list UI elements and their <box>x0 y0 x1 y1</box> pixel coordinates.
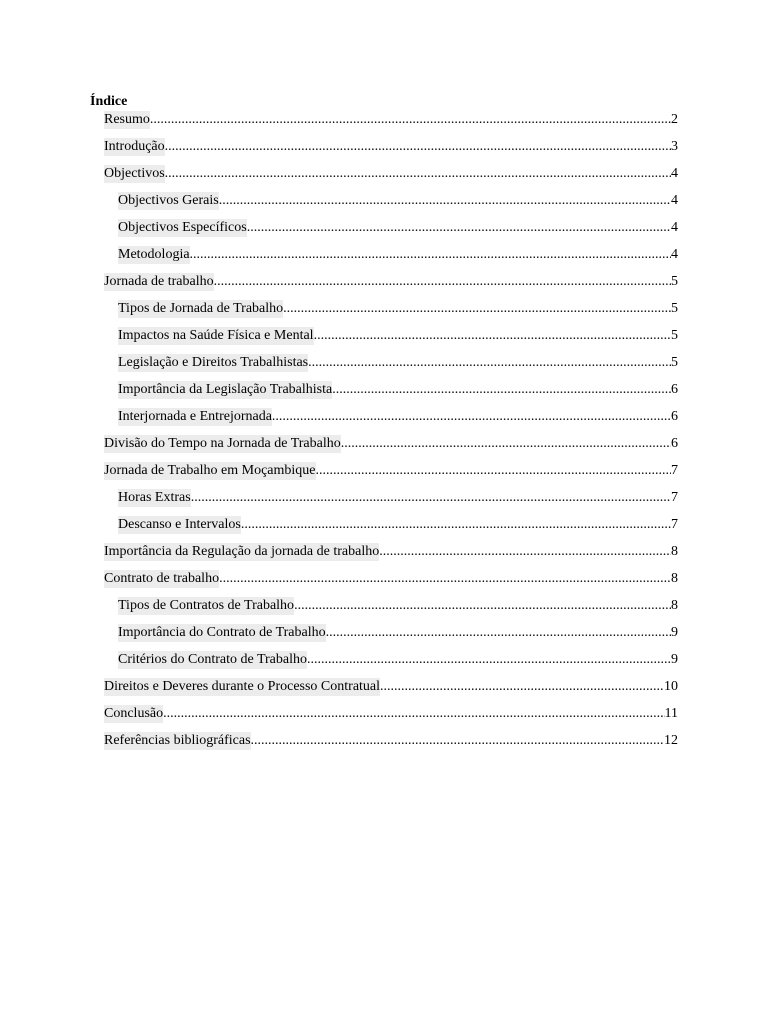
toc-entry-page-number: 3 <box>671 139 678 154</box>
toc-dot-leader <box>272 408 671 426</box>
toc-entry-page-number: 7 <box>671 517 678 532</box>
toc-entry-page-number: 10 <box>664 679 678 694</box>
toc-dot-leader <box>326 624 671 642</box>
toc-entry-page-number: 4 <box>671 247 678 262</box>
toc-entry[interactable] <box>0 300 678 327</box>
toc-entry-label[interactable]: Horas Extras <box>118 490 191 505</box>
toc-entry-label[interactable]: Metodologia <box>118 247 190 262</box>
toc-dot-leader <box>307 651 671 669</box>
toc-entry-label[interactable]: Jornada de Trabalho em Moçambique <box>104 463 316 478</box>
toc-entry[interactable] <box>0 678 678 705</box>
toc-entry[interactable] <box>0 381 678 408</box>
toc-entry[interactable] <box>0 273 678 300</box>
toc-entry-page-number: 8 <box>671 598 678 613</box>
toc-entry[interactable] <box>0 246 678 273</box>
toc-entry[interactable] <box>0 651 678 678</box>
toc-entry[interactable] <box>0 732 678 759</box>
toc-entry[interactable] <box>0 192 678 219</box>
toc-entry-label[interactable]: Contrato de trabalho <box>104 571 220 586</box>
toc-dot-leader <box>341 435 671 453</box>
toc-entry-label[interactable]: Objectivos Específicos <box>118 220 247 235</box>
toc-entry-label[interactable]: Direitos e Deveres durante o Processo Contratual <box>104 679 381 694</box>
toc-entry-label[interactable]: Critérios do Contrato de Trabalho <box>118 652 307 667</box>
toc-entry-label[interactable]: Tipos de Jornada de Trabalho <box>118 301 284 316</box>
toc-entry-label[interactable]: Legislação e Direitos Trabalhistas <box>118 355 309 370</box>
toc-entry-label[interactable]: Conclusão <box>104 706 164 721</box>
toc-entry-label[interactable]: Interjornada e Entrejornada <box>118 409 272 424</box>
toc-entry[interactable] <box>0 165 678 192</box>
toc-entry-page-number: 6 <box>671 382 678 397</box>
toc-dot-leader <box>165 138 671 156</box>
toc-entry-page-number: 12 <box>664 733 678 748</box>
toc-entry[interactable] <box>0 354 678 381</box>
toc-entry[interactable] <box>0 570 678 597</box>
toc-entry-label[interactable]: Descanso e Intervalos <box>118 517 241 532</box>
toc-entry-page-number: 5 <box>671 274 678 289</box>
toc-entry[interactable] <box>0 408 678 435</box>
toc-entry-page-number: 11 <box>664 706 678 721</box>
toc-entry-label[interactable]: Objectivos <box>104 166 165 181</box>
toc-dot-leader <box>316 462 671 480</box>
toc-entry-label[interactable]: Objectivos Gerais <box>118 193 219 208</box>
toc-entry[interactable] <box>0 462 678 489</box>
toc-entry[interactable] <box>0 138 678 165</box>
toc-entry-label[interactable]: Tipos de Contratos de Trabalho <box>118 598 295 613</box>
toc-entry-label[interactable]: Introdução <box>104 139 165 154</box>
toc-dot-leader <box>314 327 671 345</box>
toc-dot-leader <box>332 381 671 399</box>
toc-entry-label[interactable]: Importância da Regulação da jornada de trabalho <box>104 544 380 559</box>
toc-entry[interactable] <box>0 624 678 651</box>
toc-entry-page-number: 9 <box>671 652 678 667</box>
toc-entry-page-number: 8 <box>671 571 678 586</box>
toc-entry-page-number: 6 <box>671 409 678 424</box>
toc-entry-page-number: 6 <box>671 436 678 451</box>
toc-dot-leader <box>251 732 664 750</box>
toc-dot-leader <box>191 489 671 507</box>
toc-entry-label[interactable]: Referências bibliográficas <box>104 733 251 748</box>
toc-entry-page-number: 8 <box>671 544 678 559</box>
toc-dot-leader <box>214 273 671 291</box>
toc-entry[interactable] <box>0 327 678 354</box>
table-of-contents <box>0 111 768 759</box>
toc-entry[interactable] <box>0 489 678 516</box>
toc-entry-page-number: 7 <box>671 463 678 478</box>
toc-dot-leader <box>219 570 671 588</box>
toc-entry-page-number: 4 <box>671 193 678 208</box>
toc-dot-leader <box>380 678 664 696</box>
toc-dot-leader <box>283 300 671 318</box>
toc-dot-leader <box>150 111 671 129</box>
toc-entry-page-number: 5 <box>671 355 678 370</box>
toc-dot-leader <box>163 705 664 723</box>
toc-entry[interactable] <box>0 705 678 732</box>
toc-entry-label[interactable]: Resumo <box>104 112 150 127</box>
toc-dot-leader <box>165 165 671 183</box>
toc-entry-label[interactable]: Jornada de trabalho <box>104 274 214 289</box>
toc-entry-label[interactable]: Divisão do Tempo na Jornada de Trabalho <box>104 436 341 451</box>
toc-dot-leader <box>241 516 671 534</box>
toc-entry-label[interactable]: Importância da Legislação Trabalhista <box>118 382 333 397</box>
toc-entry-page-number: 9 <box>671 625 678 640</box>
toc-entry-label[interactable]: Impactos na Saúde Física e Mental <box>118 328 314 343</box>
toc-entry[interactable] <box>0 597 678 624</box>
toc-entry-page-number: 5 <box>671 301 678 316</box>
toc-entry[interactable] <box>0 543 678 570</box>
toc-dot-leader <box>308 354 671 372</box>
toc-dot-leader <box>190 246 671 264</box>
toc-dot-leader <box>294 597 671 615</box>
toc-entry[interactable] <box>0 516 678 543</box>
toc-entry-page-number: 4 <box>671 220 678 235</box>
toc-entry-page-number: 5 <box>671 328 678 343</box>
toc-entry[interactable] <box>0 435 678 462</box>
toc-entry-page-number: 2 <box>671 112 678 127</box>
toc-dot-leader <box>219 192 671 210</box>
toc-title: Índice <box>90 94 128 109</box>
toc-dot-leader <box>247 219 671 237</box>
toc-entry-page-number: 7 <box>671 490 678 505</box>
toc-entry[interactable] <box>0 219 678 246</box>
toc-entry[interactable] <box>0 111 678 138</box>
toc-dot-leader <box>379 543 671 561</box>
toc-entry-page-number: 4 <box>671 166 678 181</box>
toc-entry-label[interactable]: Importância do Contrato de Trabalho <box>118 625 326 640</box>
